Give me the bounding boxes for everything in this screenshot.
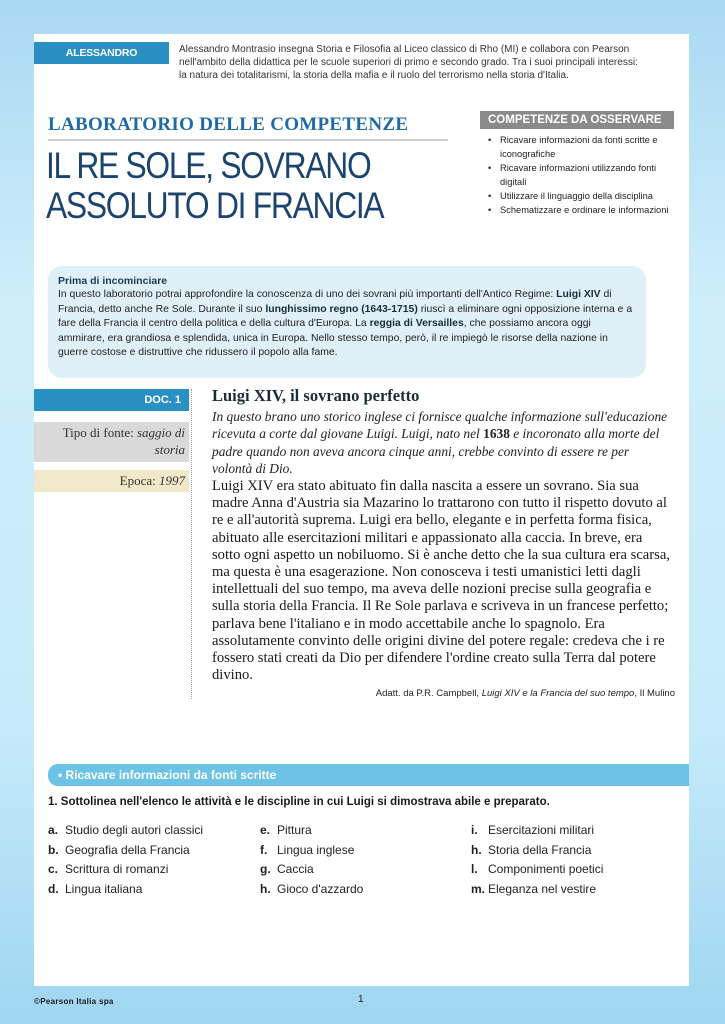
epoch-label: Epoca: (119, 473, 159, 488)
option-text: Pittura (277, 823, 312, 837)
option-text: Studio degli autori classici (65, 823, 204, 837)
author-bio-line: nell'ambito della didattica per le scuole superiori di primo e secondo grado. Tra i suoi principali interessi: (179, 57, 638, 68)
intro-box (48, 266, 646, 378)
author-bio-line: la natura dei totalitarismi, la storia della mafia e il ruolo del terrorismo nella storia d'Italia. (179, 70, 569, 81)
option-item[interactable] (471, 841, 603, 861)
doc-source (376, 688, 675, 699)
competenze-item (488, 203, 674, 217)
intro-text-part: In questo laboratorio potrai approfondire la conoscenza di uno dei sovrani più importanti dell'Antico Regime: (58, 289, 557, 300)
doc-intro-part: e incoronato alla morte del padre quando non aveva ancora cinque anni, crebbe convinto di essere re per volontà di Dio. (212, 426, 660, 476)
option-letter: c. (48, 862, 59, 876)
option-letter: h. (471, 842, 482, 857)
option-letter: m. (471, 881, 486, 896)
epoch (34, 470, 189, 492)
option-item[interactable] (48, 841, 203, 861)
competenze-item-text: Ricavare informazioni da fonti scritte e iconografiche (500, 135, 658, 159)
competenze-list (480, 133, 674, 217)
options-column (48, 821, 203, 899)
author-name-tag: ALESSANDRO MONTRASIO (34, 42, 169, 64)
option-text: Storia della Francia (488, 842, 592, 857)
option-text: Lingua inglese (277, 842, 355, 857)
doc-body: Luigi XIV era stato abituato fin dalla nascita a essere un sovrano. Sia sua madre Anna d'Austria sia Mazarino lo trattarono con tutto il rispetto dovuto al re e all'autorità suprema. Luigi era bello, elegante e in perfetta forma fisica, abituato alle esercitazioni militari e appassionato alla caccia. In breve, era sotto ogni aspetto un nobiluomo. Si è anche detto che la sua cultura era scarsa, ma questa è una esagerazione. Non conosceva i testi umanistici letti dagli intellettuali del suo tempo, ma aveva delle nozioni precise sulla geografia e sulla storia della Francia. Il Re Sole parlava e scriveva in un francese perfetto; parlava bene l'italiano e in modo accettabile anche lo spagnolo. Era assolutamente convinto delle origini divine del potere regale: credeva che i re fossero stati creati da Dio per difendere l'ordine creato sulla Terra dal potere divino. (212, 478, 670, 684)
bullet-icon: • (488, 191, 492, 201)
source-type-value: saggio di storia (136, 425, 185, 457)
exercise-question: 1. Sottolinea nell'elenco le attività e le discipline in cui Luigi si dimostrava abile e preparato. (48, 796, 550, 808)
option-text: Caccia (277, 862, 314, 876)
source-type-label: Tipo di fonte: (62, 425, 137, 440)
doc-intro-part: In questo brano uno storico inglese ci fornisce qualche informazione sull'educazione ricevuta a corte dal giovane Luigi. Luigi, nato nel (212, 409, 668, 442)
option-item[interactable] (48, 821, 203, 841)
option-item[interactable] (260, 821, 363, 841)
option-text: Geografia della Francia (65, 842, 190, 857)
page-number: 1 (358, 994, 364, 1005)
epoch-value: 1997 (159, 473, 185, 488)
option-letter: f. (260, 842, 268, 857)
page-title (46, 146, 399, 226)
doc-intro-year: 1638 (483, 426, 510, 442)
option-letter: i. (471, 823, 478, 837)
competenze-item (488, 189, 674, 203)
doc-title: Luigi XIV, il sovrano perfetto (212, 386, 420, 405)
option-text: Esercitazioni militari (488, 823, 595, 837)
intro-text-part: , che possiamo ancora oggi ammirare, era grandiosa e splendida, unica in Europa. Nello stesso tempo, però, il re impiegò le risorse della nazione in guerre costose e distruttive che ridussero il popolo alla fame. (58, 318, 608, 359)
author-bio (179, 43, 649, 82)
competenze-item-text: Utilizzare il linguaggio della disciplina (500, 191, 653, 201)
option-text: Eleganza nel vestire (488, 881, 597, 896)
bullet-icon: • (488, 135, 492, 145)
doc-divider (191, 389, 192, 699)
bullet-icon: • (488, 205, 492, 215)
option-item[interactable] (48, 880, 203, 900)
option-text: Lingua italiana (65, 881, 143, 896)
competenze-item-text: Ricavare informazioni utilizzando fonti digitali (500, 163, 657, 187)
option-letter: e. (260, 823, 271, 837)
page-title-line: ASSOLUTO DI FRANCIA (46, 185, 384, 226)
lab-title: LABORATORIO DELLE COMPETENZE (48, 114, 409, 135)
option-item[interactable] (48, 860, 203, 880)
page-sheet (34, 34, 689, 986)
option-letter: l. (471, 862, 478, 876)
bullet-icon: • (488, 163, 492, 173)
intro-bold-part: lunghissimo regno (1643-1715) (265, 303, 418, 315)
option-item[interactable] (260, 860, 363, 880)
options-column (471, 821, 603, 899)
competenze-heading: COMPETENZE DA OSSERVARE (480, 111, 674, 129)
options-column (260, 821, 363, 899)
copyright-notice: ©Pearson Italia spa (34, 997, 114, 1006)
doc-label: DOC. 1 (34, 389, 189, 411)
doc-source-title: Luigi XIV e la Francia del suo tempo (481, 688, 635, 699)
source-type (34, 422, 189, 462)
lab-title-rule (48, 139, 448, 141)
option-text: Componimenti poetici (488, 862, 604, 876)
author-bio-line: Alessandro Montrasio insegna Storia e Filosofia al Liceo classico di Rho (MI) e collabora con Pearson (179, 44, 630, 55)
page-title-line: IL RE SOLE, SOVRANO (46, 145, 371, 186)
intro-bold-part: reggia di Versailles (369, 318, 464, 330)
doc-source-suffix: , Il Mulino (634, 688, 675, 699)
intro-bold-part: Luigi XIV (556, 289, 601, 300)
competenze-box (480, 111, 674, 217)
doc-source-prefix: Adatt. da P.R. Campbell, (375, 688, 482, 699)
option-item[interactable] (471, 880, 603, 900)
option-letter: g. (260, 862, 271, 876)
option-text: Scrittura di romanzi (65, 862, 169, 876)
exercise-section-heading: • Ricavare informazioni da fonti scritte (48, 764, 689, 786)
competenze-item (488, 133, 674, 161)
competenze-item (488, 161, 674, 189)
option-item[interactable] (260, 841, 363, 861)
option-letter: h. (260, 881, 271, 896)
option-letter: d. (48, 881, 59, 896)
doc-intro (212, 408, 672, 477)
option-text: Gioco d'azzardo (277, 881, 364, 896)
intro-text-part: di Francia, detto anche Re Sole. Durante il suo (58, 289, 612, 315)
option-item[interactable] (260, 880, 363, 900)
option-item[interactable] (471, 860, 603, 880)
option-item[interactable] (471, 821, 603, 841)
intro-text-part: riuscì a eliminare ogni opposizione interna e a fare della Francia il centro della politica e della cultura d'Europa. La (58, 303, 633, 330)
intro-heading: Prima di incominciare (58, 275, 168, 287)
competenze-item-text: Schematizzare e ordinare le informazioni (500, 205, 669, 215)
option-letter: a. (48, 823, 59, 837)
intro-text (58, 288, 636, 361)
option-letter: b. (48, 842, 59, 857)
